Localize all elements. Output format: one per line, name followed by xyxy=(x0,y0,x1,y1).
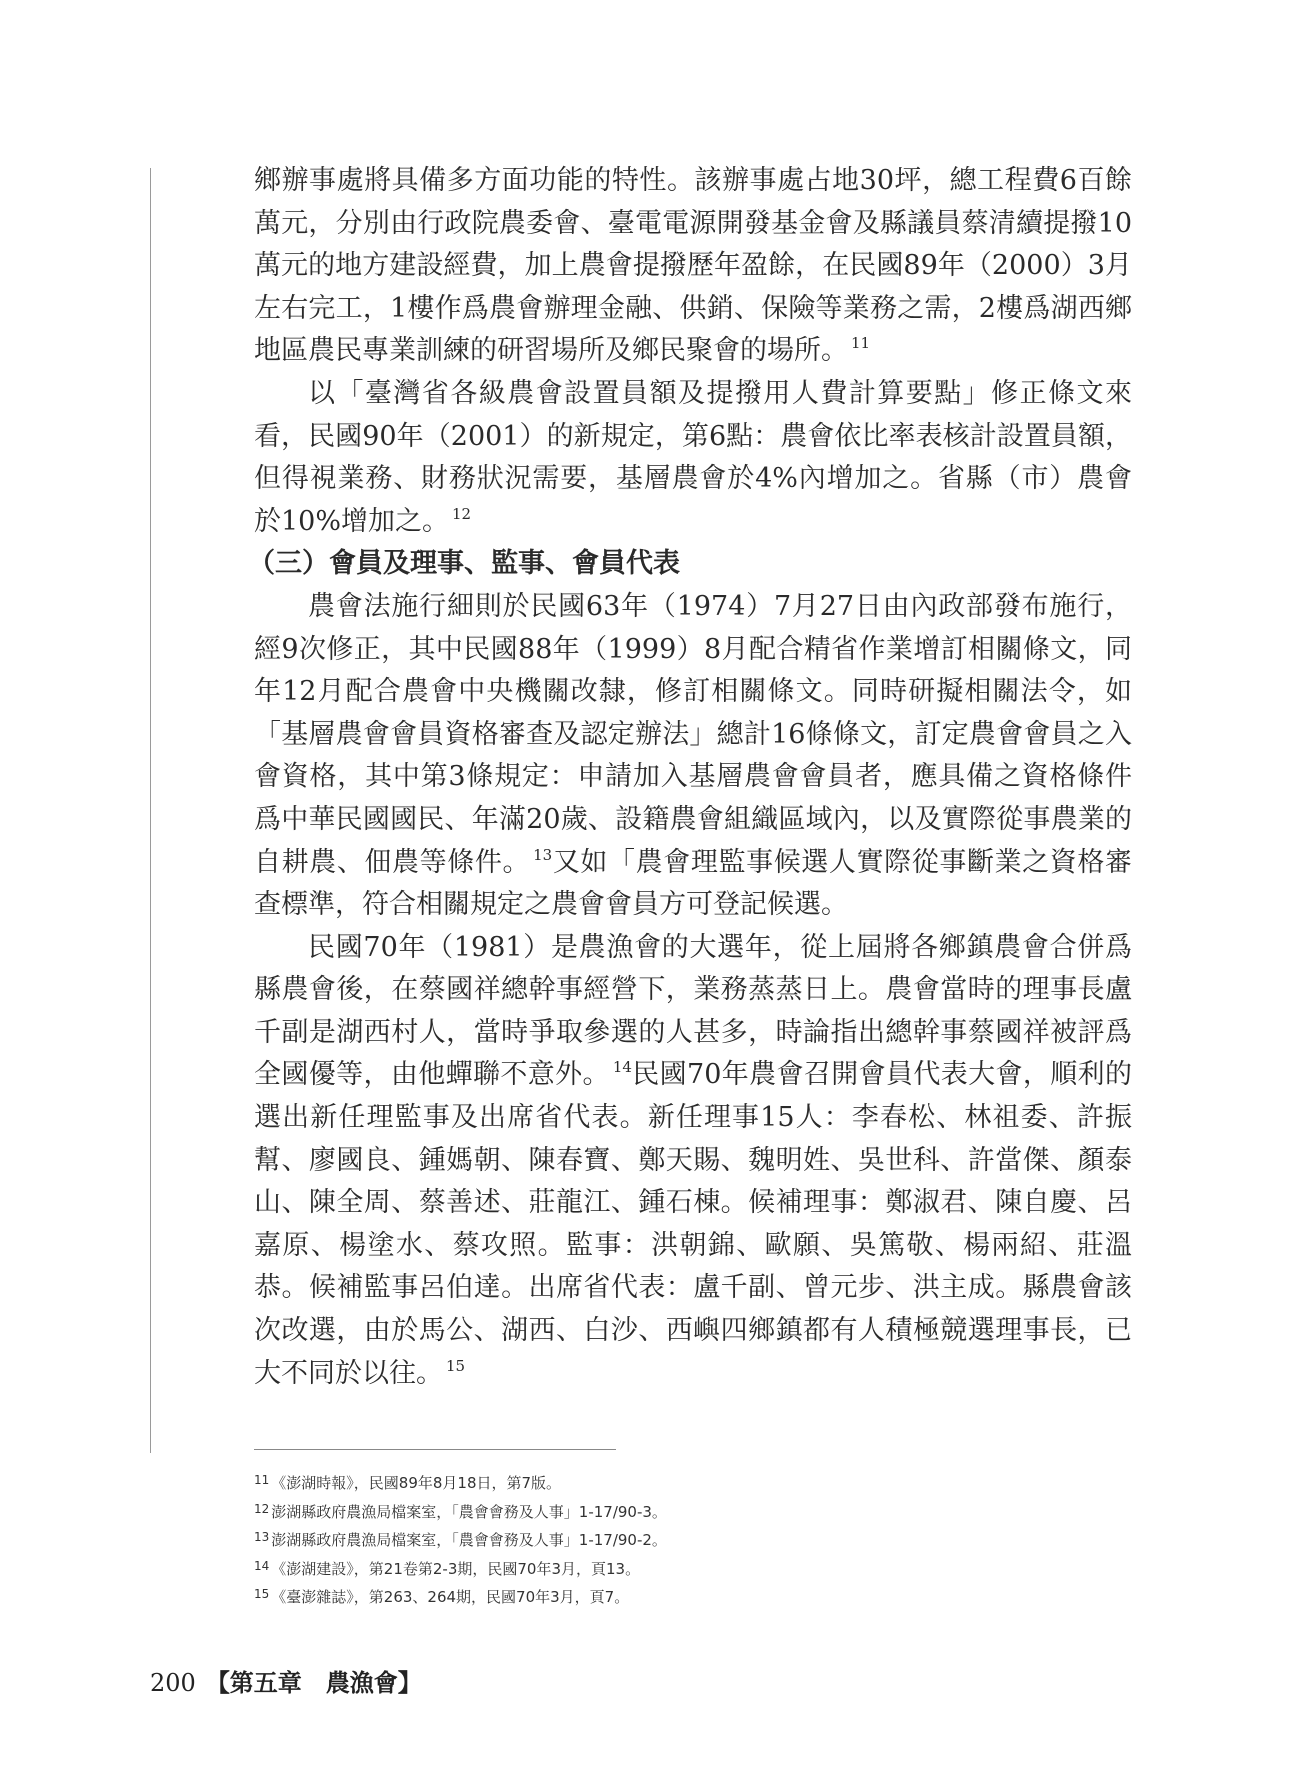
paragraph-1-text: 鄉辦事處將具備多方面功能的特性。該辦事處占地30坪，總工程費6百餘萬元，分別由行政院農委會、臺電電源開發基金會及縣議員蔡清續提撥10萬元的地方建設經費，加上農會提撥歷年盈餘，在民國89年（2000）3月左右完工，1樓作爲農會辦理金融、供銷、保險等業務之需，2樓爲湖西鄉地區農民專業訓練的研習場所及鄉民聚會的場所。 xyxy=(254,165,1132,367)
footnote-text: 《臺澎雜誌》，第263、264期，民國70年3月，頁7。 xyxy=(271,1588,630,1606)
page-footer xyxy=(150,1663,422,1698)
footnote-item xyxy=(254,1525,1114,1554)
paragraph-4-text-b: 民國70年農會召開會員代表大會，順利的選出新任理監事及出席省代表。新任理事15人：李春松、林祖委、許振幫、廖國良、鍾媽朝、陳春寶、鄭天賜、魏明姓、吳世科、許當傑、顏泰山、陳全周、蔡善述、莊龍江、鍾石棟。候補理事：鄭淑君、陳自慶、呂嘉原、楊塗水、蔡攻照。監事：洪朝錦、歐願、吳篤敬、楊兩紹、莊溫恭。候補監事呂伯達。出席省代表：盧千副、曾元步、洪主成。縣農會該次改選，由於馬公、湖西、白沙、西嶼四鄉鎮都有人積極競選理事長，已大不同於以往。 xyxy=(254,1059,1132,1389)
footnote-ref-15: 15 xyxy=(446,1356,466,1375)
paragraph-3-text-b: 又如「農會理監事候選人實際從事斷業之資格審查標準，符合相關規定之農會會員方可登記候選。 xyxy=(254,846,1133,921)
footnote-item xyxy=(254,1497,1114,1526)
footnote-number: 14 xyxy=(254,1558,270,1573)
footnote-number: 13 xyxy=(254,1530,270,1544)
footnote-ref-13: 13 xyxy=(533,845,553,864)
paragraph-1 xyxy=(254,160,1132,373)
footnote-item xyxy=(254,1582,1114,1611)
footnote-number: 12 xyxy=(254,1501,270,1516)
body-text xyxy=(248,160,1133,1395)
page-number: 200 xyxy=(150,1669,196,1697)
chapter-title: 【第五章 農漁會】 xyxy=(205,1668,422,1697)
footnote-text: 澎湖縣政府農漁局檔案室，「農會會務及人事」1-17/90-2。 xyxy=(271,1531,667,1549)
paragraph-2 xyxy=(254,373,1132,543)
paragraph-3-text-a: 農會法施行細則於民國63年（1974）7月27日由內政部發布施行，經9次修正，其中民國88年（1999）8月配合精省作業增訂相關條文，同年12月配合農會中央機關改隸，修訂相關條文。同時研擬相關法令，如「基層農會會員資格審查及認定辦法」總計16條條文，訂定農會會員之入會資格，其中第3條規定：申請加入基層農會會員者，應具備之資格條件爲中華民國國民、年滿20歲、設籍農會組織區域內，以及實際從事農業的自耕農、佃農等條件。 xyxy=(254,590,1132,878)
footnote-item xyxy=(254,1468,1114,1497)
footnotes xyxy=(254,1468,1114,1611)
footnote-ref-12: 12 xyxy=(452,504,472,523)
footnote-item xyxy=(254,1554,1114,1583)
footnote-text: 《澎湖建設》，第21卷第2-3期，民國70年3月，頁13。 xyxy=(271,1559,641,1578)
paragraph-3 xyxy=(254,586,1132,927)
footnote-divider xyxy=(254,1449,616,1450)
paragraph-2-text: 以「臺灣省各級農會設置員額及提撥用人費計算要點」修正條文來看，民國90年（2001）的新規定，第6點：農會依比率表核計設置員額，但得視業務、財務狀況需要，基層農會於4%內增加之。省縣（市）農會於10%增加之。 xyxy=(254,377,1132,537)
section-heading: （三）會員及理事、監事、會員代表 xyxy=(248,548,680,580)
footnote-text: 澎湖縣政府農漁局檔案室，「農會會務及人事」1-17/90-3。 xyxy=(271,1502,667,1521)
footnote-number: 15 xyxy=(254,1587,270,1601)
footnote-ref-14: 14 xyxy=(612,1058,632,1077)
margin-rule xyxy=(150,168,151,1453)
paragraph-4-text-a: 民國70年（1981）是農漁會的大選年，從上屆將各鄉鎮農會合併爲縣農會後，在蔡國祥總幹事經營下，業務蒸蒸日上。農會當時的理事長盧千副是湖西村人，當時爭取參選的人甚多，時論指出總幹事蔡國祥被評爲全國優等，由他蟬聯不意外。 xyxy=(254,931,1132,1091)
footnote-ref-11: 11 xyxy=(851,334,871,353)
footnote-number: 11 xyxy=(254,1473,270,1487)
footnote-text: 《澎湖時報》，民國89年8月18日，第7版。 xyxy=(271,1474,562,1492)
paragraph-4 xyxy=(254,927,1132,1396)
